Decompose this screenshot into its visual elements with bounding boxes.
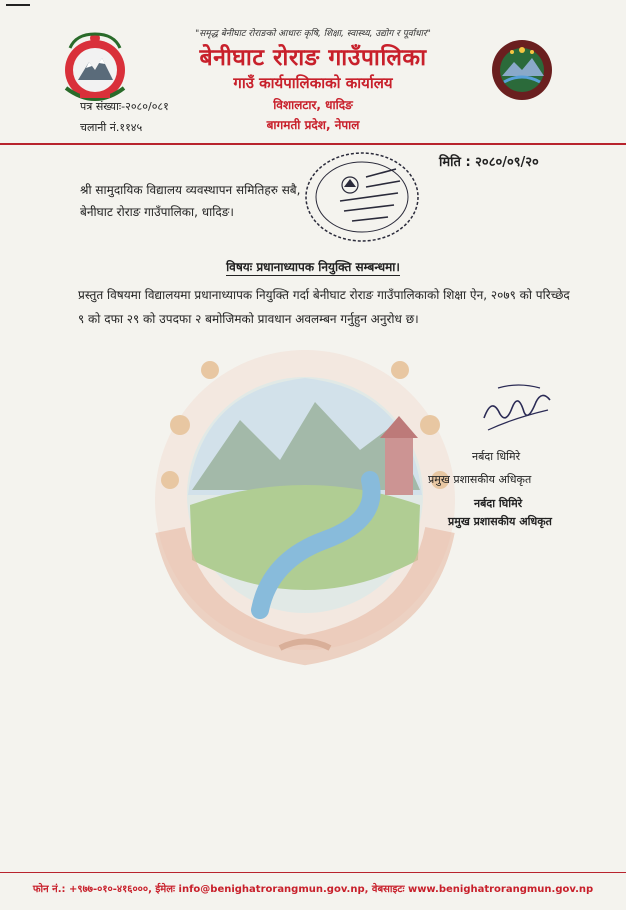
letter-body: प्रस्तुत विषयमा विद्यालयमा प्रधानाध्यापक नियुक्ति गर्दा बेनीघाट रोराङ गाउँपालिकाको शिक्षा ऐन, २०७९ को परिच्छेद ९ को दफा २९ को उपदफा २ बमोजिमको प्रावधान अवलम्बन गर्नुहुन अनुरोध छ। — [78, 288, 570, 326]
office-location: विशालटार, धादिङ — [273, 98, 353, 112]
header-divider — [0, 143, 626, 145]
footer-divider — [0, 872, 626, 873]
signatory-title-handwritten: प्रमुख प्रशासकीय अधिकृत — [428, 473, 532, 486]
reference-number: पत्र संख्याः-२०८०/०८१ — [80, 100, 169, 113]
motto: "समृद्ध बेनीघाट रोराङको आधारः कृषि, शिक्षा, स्वास्थ्य, उद्योग र पूर्वाधार" — [195, 29, 431, 39]
handwritten-signature — [478, 378, 558, 438]
letter-subject — [0, 258, 626, 275]
signatory-name-handwritten: नर्बदा धिमिरे — [472, 450, 521, 463]
scan-mark — [6, 4, 30, 6]
recipient-line-1: श्री सामुदायिक विद्यालय व्यवस्थापन समितिहरु सबै, — [80, 183, 301, 197]
office-seal-stamp — [300, 147, 424, 247]
municipality-name: बेनीघाट रोराङ गाउँपालिका — [199, 45, 427, 71]
footer-contact: फोन नं.: +९७७-०१०-४१६०००, ईमेलः info@benighatrorangmun.gov.np, वेबसाइटः www.benighatrorangmun.gov.np — [32, 884, 594, 895]
signatory-title-stamped: प्रमुख प्रशासकीय अधिकृत — [448, 515, 552, 528]
province: बागमती प्रदेश, नेपाल — [266, 118, 360, 132]
office-name: गाउँ कार्यपालिकाको कार्यालय — [233, 74, 393, 92]
recipient-line-2: बेनीघाट रोराङ गाउँपालिका, धादिङ। — [80, 205, 234, 219]
signatory-name-stamped: नर्बदा घिमिरे — [474, 497, 523, 510]
letter-date: मिति : २०८०/०९/२० — [439, 155, 539, 170]
dispatch-number: चलानी नं.११४५ — [80, 121, 143, 134]
municipality-watermark — [130, 330, 480, 670]
subject-text: विषयः प्रधानाध्यापक नियुक्ति सम्बन्धमा। — [226, 260, 400, 274]
